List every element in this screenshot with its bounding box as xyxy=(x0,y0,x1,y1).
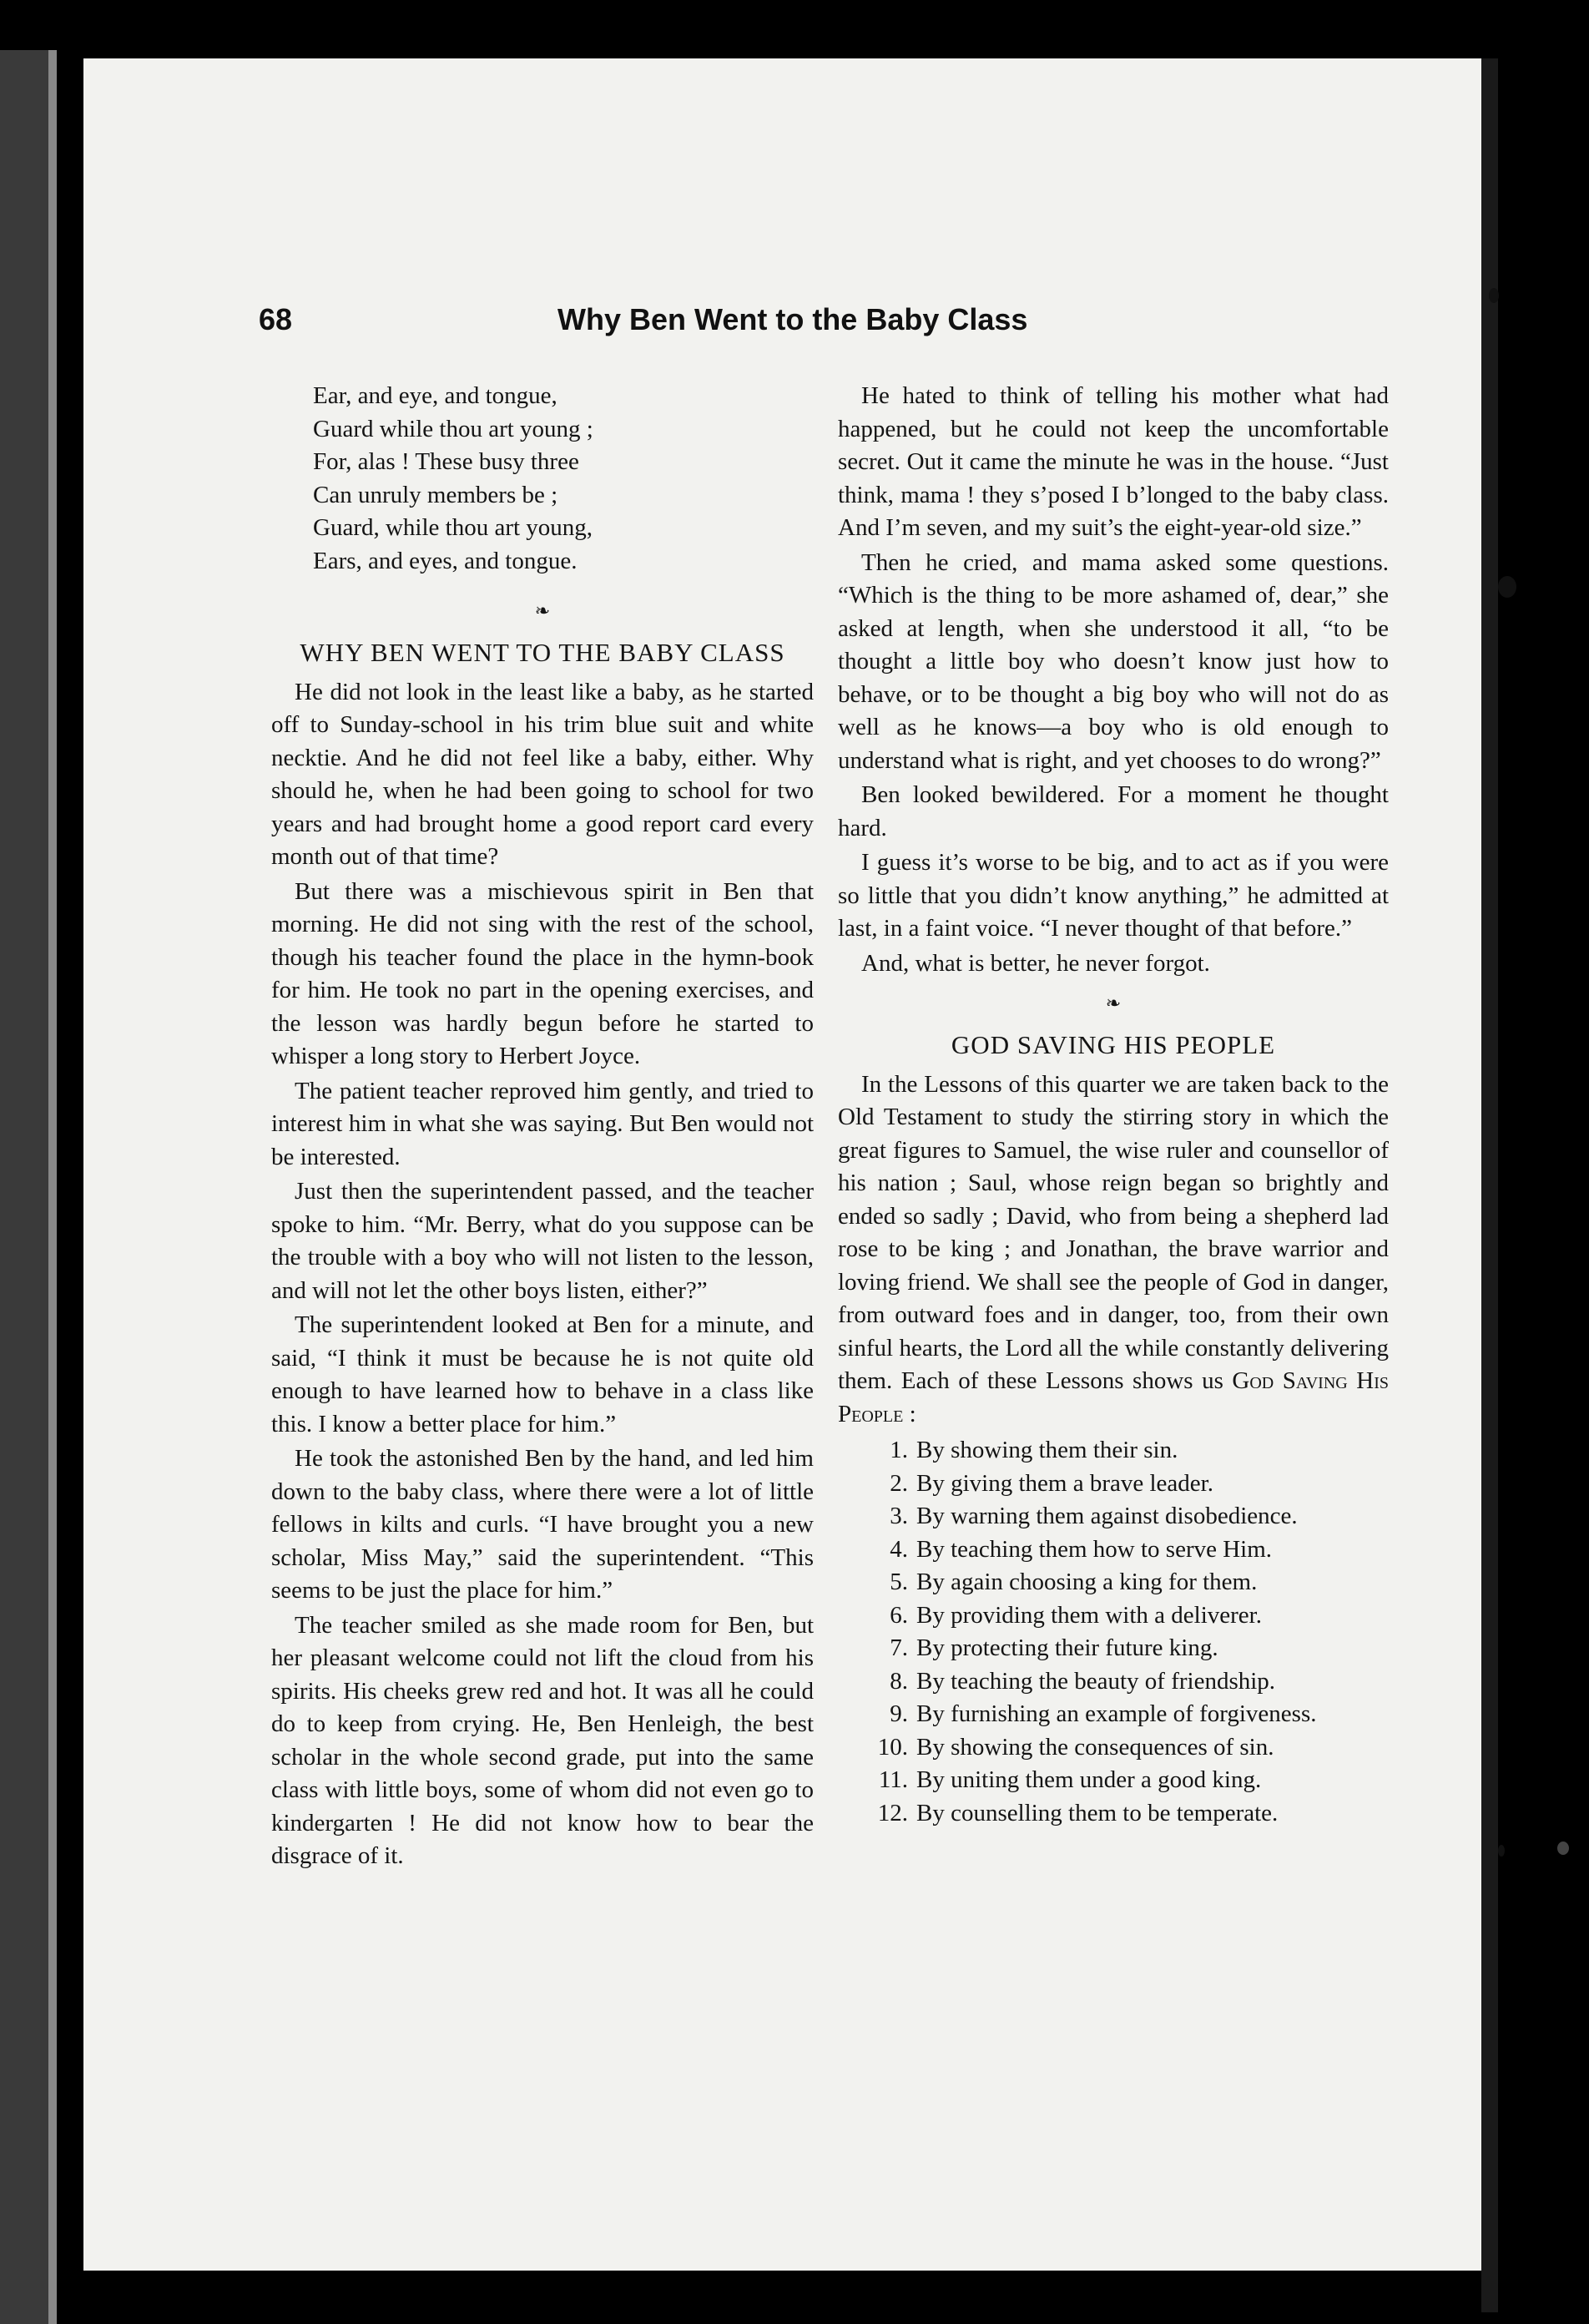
paragraph: The superintendent looked at Ben for a minute, and said, “I think it must be because he is not quite old enough to have learned how to behave in a class like this. I know a better place for him.” xyxy=(271,1311,814,1437)
list-number: 6. xyxy=(890,1601,908,1629)
list-number: 5. xyxy=(890,1569,908,1595)
book-spine-edge xyxy=(0,50,50,2324)
page-number: 68 xyxy=(259,302,293,336)
paragraph: Just then the superintendent passed, and the teacher spoke to him. “Mr. Berry, what do you suppose can be the trouble with a boy who will not listen to the lesson, and will not let the other boys listen, either?” xyxy=(271,1178,814,1304)
book-spine-highlight xyxy=(48,50,57,2324)
paragraph: And, what is better, he never forgot. xyxy=(861,949,1210,977)
lesson-list xyxy=(838,1434,1389,1830)
list-item xyxy=(871,1632,1389,1665)
paragraph: Ben looked bewildered. For a moment he thought hard. xyxy=(838,781,1389,841)
list-number: 10. xyxy=(877,1733,908,1761)
list-text: By showing the consequences of sin. xyxy=(916,1733,1274,1761)
poem-line: Ear, and eye, and tongue, xyxy=(313,382,557,409)
intro-text: In the Lessons of this quarter we are taken back to the Old Testament to study the stirring story in which the great figures to Samuel, the wise ruler and counsellor of his nation ; Saul, whose reign began so brightly and ended so sadly ; David, who from being a shepherd lad rose to be king ; and Jonathan, the brave warrior and loving friend. We shall see the people of God in danger, from outward foes and in danger, too, from their own sinful hearts, the Lord all the while constantly delivering them. Each of these Lessons shows us xyxy=(838,1070,1389,1394)
list-text: By teaching the beauty of friendship. xyxy=(916,1667,1276,1695)
list-number: 9. xyxy=(890,1700,908,1727)
list-text: By again choosing a king for them. xyxy=(916,1569,1258,1595)
scan-speck xyxy=(1489,288,1499,303)
list-text: By furnishing an example of forgiveness. xyxy=(916,1700,1317,1727)
list-item xyxy=(871,1500,1389,1533)
paragraph: The teacher smiled as she made room for Ben, but her pleasant welcome could not lift the cloud from his spirits. His cheeks grew red and hot. It was all he could do to keep from crying. He, Ben Henleigh, the best scholar in the whole second grade, put into the same class with little boys, some of whom did not even go to kindergarten ! He did not know how to bear the disgrace of it. xyxy=(271,1611,814,1869)
page-right-edge xyxy=(1481,58,1498,2312)
paragraph: He took the astonished Ben by the hand, and led him down to the baby class, where there were a lot of little fellows in kilts and curls. “I have brought you a new scholar, Miss May,” said the superintendent. “This seems to be just the place for him.” xyxy=(271,1445,814,1604)
scan-speck xyxy=(1498,1845,1505,1857)
left-column xyxy=(271,380,814,1875)
list-text: By warning them against disobedience. xyxy=(916,1503,1298,1529)
paragraph: But there was a mischievous spirit in Ben that morning. He did not sing with the rest of the school, though his teacher found the place in the hymn-book for him. He took no part in the opening exercises, and the lesson was hardly begun before he started to whisper a long story to Herbert Joyce. xyxy=(271,877,814,1069)
list-number: 1. xyxy=(890,1437,908,1463)
list-number: 12. xyxy=(877,1799,908,1826)
list-item xyxy=(871,1599,1389,1633)
intro-smallcaps: God Saving His People : xyxy=(838,1367,1389,1427)
list-item xyxy=(871,1665,1389,1699)
list-text: By teaching them how to serve Him. xyxy=(916,1535,1273,1563)
list-item xyxy=(871,1468,1389,1501)
paragraph: He did not look in the least like a baby, as he started off to Sunday-school in his trim blue suit and white necktie. And he did not feel like a baby, either. Why should he, when he had been going to school for two years and had brought home a good report card every month out of that time? xyxy=(271,678,814,870)
list-number: 2. xyxy=(890,1469,908,1497)
list-number: 3. xyxy=(890,1503,908,1529)
poem-line: Can unruly members be ; xyxy=(313,481,558,508)
list-number: 11. xyxy=(878,1766,908,1793)
ornament-icon: ❧ xyxy=(534,600,551,621)
article-heading: WHY BEN WENT TO THE BABY CLASS xyxy=(300,637,785,667)
poem-line: Ears, and eyes, and tongue. xyxy=(313,547,578,574)
list-item xyxy=(871,1797,1389,1831)
list-text: By uniting them under a good king. xyxy=(916,1766,1262,1793)
poem xyxy=(313,380,814,578)
paragraph: Then he cried, and mama asked some questions. “Which is the thing to be more ashamed of, dear,” she asked at length, when she understood it all, “to be thought a little boy who doesn’t know just how to behave, or to be thought a big boy who will not do as well as he knows—a boy who is old enough to understand what is right, and yet chooses to do wrong?” xyxy=(838,548,1389,774)
right-column xyxy=(838,380,1389,1830)
ornament-icon: ❧ xyxy=(1105,993,1122,1013)
list-number: 8. xyxy=(890,1667,908,1695)
paragraph: He hated to think of telling his mother what had happened, but he could not keep the uncomfortable secret. Out it came the minute he was in the house. “Just think, mama ! they s’posed I b’longed to the baby class. And I’m seven, and my suit’s the eight-year-old size.” xyxy=(838,382,1389,541)
list-number: 7. xyxy=(890,1634,908,1661)
list-item xyxy=(871,1533,1389,1567)
list-item xyxy=(871,1566,1389,1599)
poem-line: Guard, while thou art young, xyxy=(313,514,593,541)
list-text: By counselling them to be temperate. xyxy=(916,1799,1279,1826)
list-number: 4. xyxy=(890,1535,908,1563)
paragraph: The patient teacher reproved him gently, and tried to interest him in what she was saying. But Ben would not be interested. xyxy=(271,1077,814,1170)
list-text: By providing them with a deliverer. xyxy=(916,1601,1262,1629)
list-text: By protecting their future king. xyxy=(916,1634,1218,1661)
poem-line: Guard while thou art young ; xyxy=(313,415,593,442)
list-text: By giving them a brave leader. xyxy=(916,1469,1213,1497)
section-heading: GOD SAVING HIS PEOPLE xyxy=(951,1029,1276,1059)
list-item xyxy=(871,1764,1389,1797)
poem-line: For, alas ! These busy three xyxy=(313,448,579,475)
running-title: Why Ben Went to the Baby Class xyxy=(557,302,1028,336)
intro-paragraph xyxy=(838,1069,1389,1432)
list-item xyxy=(871,1434,1389,1468)
scan-speck xyxy=(1498,576,1516,598)
list-text: By showing them their sin. xyxy=(916,1437,1178,1463)
list-item xyxy=(871,1731,1389,1765)
list-item xyxy=(871,1698,1389,1731)
paragraph: I guess it’s worse to be big, and to act as if you were so little that you didn’t know anything,” he admitted at last, in a faint voice. “I never thought of that before.” xyxy=(838,849,1389,942)
scan-speck xyxy=(1557,1842,1569,1855)
